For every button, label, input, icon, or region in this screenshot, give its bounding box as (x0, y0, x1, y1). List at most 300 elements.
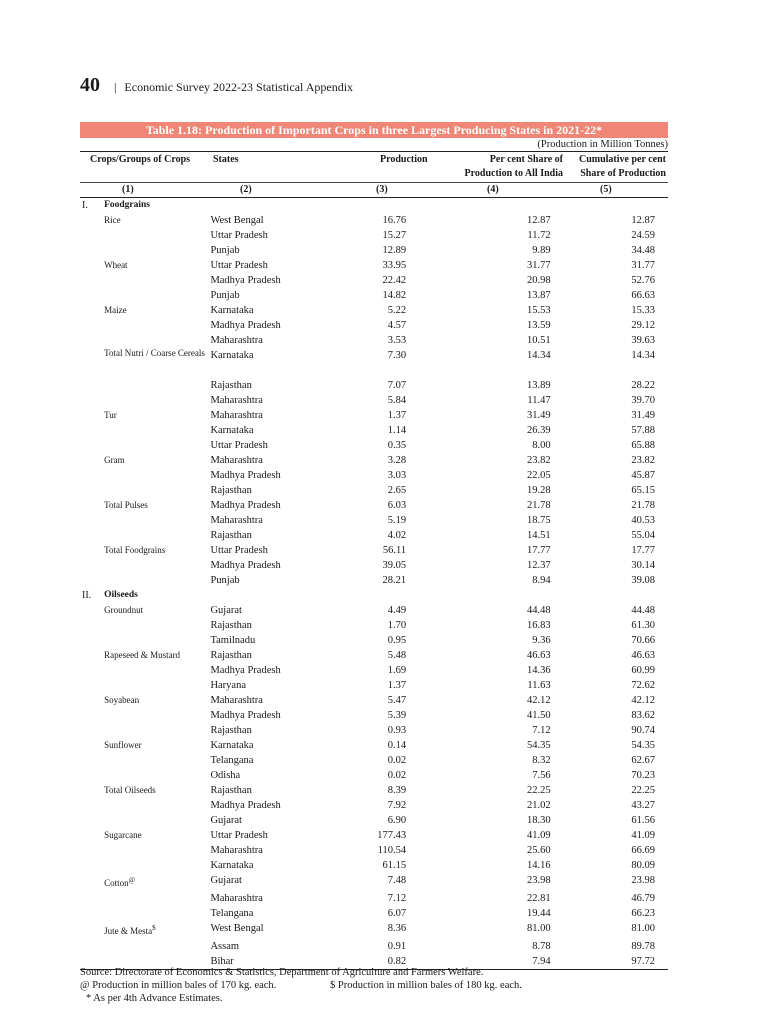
production-value-text: 56.11 (382, 545, 407, 556)
cumulative-share-value-text: 29.12 (631, 320, 655, 331)
table-row (80, 843, 668, 858)
production-value (306, 573, 418, 588)
state-name (210, 813, 305, 828)
cumulative-share-value-text: 22.25 (631, 785, 655, 796)
production-value-text: 1.37 (387, 680, 407, 691)
state-name-text: Karnataka (210, 860, 254, 871)
crop-name-text: Tur (104, 410, 117, 420)
production-value (306, 453, 418, 468)
cumulative-share-value-text: 46.79 (631, 893, 655, 904)
state-name-text: Madhya Pradesh (210, 320, 281, 331)
crop-name (104, 891, 210, 906)
table-row (80, 783, 668, 798)
state-name-text: Uttar Pradesh (210, 440, 268, 451)
share-value-text: 22.05 (527, 470, 551, 481)
table-row (80, 348, 668, 378)
production-value (306, 318, 418, 333)
cumulative-share-value-text: 43.27 (631, 800, 655, 811)
production-value-text: 0.02 (387, 770, 407, 781)
table-row (80, 333, 668, 348)
crop-name (104, 921, 210, 939)
footnote-marker: @ (128, 876, 136, 884)
share-value-text: 31.77 (527, 260, 551, 271)
roman-numeral (80, 843, 104, 858)
share-value-text: 7.12 (532, 725, 551, 736)
production-value (306, 528, 418, 543)
crop-name (104, 453, 210, 468)
share-value-text: 81.00 (527, 923, 551, 934)
production-value (306, 348, 418, 378)
cumulative-share-value-text: 34.48 (631, 245, 655, 256)
share-value (418, 753, 575, 768)
share-value (418, 798, 575, 813)
share-value (418, 723, 575, 738)
production-value-text: 61.15 (382, 860, 407, 871)
cumulative-share-value (575, 693, 668, 708)
roman-numeral (80, 558, 104, 573)
production-value (306, 423, 418, 438)
source-note: Source: Directorate of Economics & Statistics, Department of Agriculture and Farmers Welfare. (80, 967, 484, 978)
cumulative-share-value (575, 333, 668, 348)
production-value-text: 0.82 (387, 956, 407, 967)
state-name-text: Punjab (210, 290, 240, 301)
table-row (80, 678, 668, 693)
state-name (210, 873, 305, 891)
share-value (418, 588, 575, 603)
production-value-text: 7.12 (387, 893, 407, 904)
cumulative-share-value-text: 14.34 (631, 350, 655, 361)
cumulative-share-value (575, 906, 668, 921)
roman-numeral (80, 468, 104, 483)
state-name-text: Madhya Pradesh (210, 275, 281, 286)
state-name (210, 318, 305, 333)
state-name (210, 498, 305, 513)
cumulative-share-value-text: 42.12 (631, 695, 655, 706)
production-value-text: 12.89 (382, 245, 407, 256)
crop-name (104, 783, 210, 798)
share-value-text: 46.63 (527, 650, 551, 661)
state-name (210, 633, 305, 648)
roman-numeral (80, 678, 104, 693)
production-value (306, 603, 418, 618)
roman-numeral (80, 921, 104, 939)
crop-name (104, 318, 210, 333)
state-name-text: Gujarat (210, 815, 242, 826)
production-value (306, 213, 418, 228)
table-title: Table 1.18: Production of Important Crops in three Largest Producing States in 2021-22* (80, 122, 668, 138)
production-value-text: 0.95 (387, 635, 407, 646)
table-group-row (80, 198, 668, 213)
cumulative-share-value (575, 558, 668, 573)
table-row (80, 738, 668, 753)
production-value (306, 648, 418, 663)
crop-name-text: Jute & Mesta (104, 926, 153, 936)
crop-name (104, 813, 210, 828)
production-value (306, 393, 418, 408)
production-value (306, 753, 418, 768)
production-value-text: 3.28 (387, 455, 407, 466)
cumulative-share-value-text: 66.23 (631, 908, 655, 919)
cumulative-share-value-text: 66.63 (631, 290, 655, 301)
production-value (306, 243, 418, 258)
page-header (80, 74, 353, 97)
crop-name (104, 708, 210, 723)
column-number-5: (5) (600, 184, 612, 195)
state-name-text: Karnataka (210, 740, 254, 751)
header-share-line2: Production to All India (464, 168, 563, 179)
roman-numeral (80, 498, 104, 513)
roman-numeral (80, 858, 104, 873)
share-value (418, 213, 575, 228)
cumulative-share-value-text: 21.78 (631, 500, 655, 511)
state-name (210, 573, 305, 588)
share-value (418, 768, 575, 783)
state-name (210, 768, 305, 783)
state-name-text: Rajasthan (210, 650, 252, 661)
cumulative-share-value (575, 228, 668, 243)
table-row (80, 213, 668, 228)
crop-name (104, 348, 210, 378)
production-value-text: 5.48 (387, 650, 407, 661)
share-value (418, 648, 575, 663)
share-value (418, 483, 575, 498)
state-name (210, 858, 305, 873)
share-value (418, 468, 575, 483)
cumulative-share-value (575, 723, 668, 738)
share-value (418, 333, 575, 348)
share-value (418, 678, 575, 693)
production-value (306, 438, 418, 453)
state-name-text: Haryana (210, 680, 246, 691)
crop-name (104, 303, 210, 318)
state-name (210, 408, 305, 423)
share-value (418, 633, 575, 648)
state-name (210, 468, 305, 483)
crop-name (104, 798, 210, 813)
roman-numeral (80, 768, 104, 783)
state-name (210, 198, 305, 213)
roman-numeral (80, 693, 104, 708)
crop-production-table (80, 122, 668, 970)
column-number-3: (3) (376, 184, 388, 195)
crop-name-text: Total Foodgrains (104, 545, 166, 555)
crop-name (104, 408, 210, 423)
cumulative-share-value-text: 41.09 (631, 830, 655, 841)
share-value (418, 303, 575, 318)
roman-numeral (80, 723, 104, 738)
share-value-text: 14.36 (527, 665, 551, 676)
crop-name-text: Cotton (104, 878, 129, 888)
share-value-text: 13.87 (527, 290, 551, 301)
share-value-text: 11.72 (527, 230, 551, 241)
table-row (80, 558, 668, 573)
production-value-text: 3.53 (387, 335, 407, 346)
cumulative-share-value (575, 783, 668, 798)
table-footnotes (80, 966, 680, 1005)
table-row (80, 708, 668, 723)
column-headers (80, 151, 668, 182)
share-value-text: 8.00 (532, 440, 551, 451)
crop-name (104, 633, 210, 648)
production-value-text: 5.22 (387, 305, 407, 316)
cumulative-share-value-text: 44.48 (631, 605, 655, 616)
table-row (80, 273, 668, 288)
share-value-text: 7.94 (532, 956, 551, 967)
cumulative-share-value-text: 97.72 (631, 956, 655, 967)
share-value (418, 273, 575, 288)
state-name (210, 798, 305, 813)
roman-numeral (80, 318, 104, 333)
crop-name (104, 333, 210, 348)
cumulative-share-value (575, 318, 668, 333)
crop-name (104, 228, 210, 243)
roman-numeral (80, 213, 104, 228)
production-value-text: 177.43 (377, 830, 407, 841)
crop-name (104, 513, 210, 528)
production-value (306, 723, 418, 738)
share-value (418, 438, 575, 453)
cumulative-share-value-text: 30.14 (631, 560, 655, 571)
publication-title: Economic Survey 2022-23 Statistical Appendix (124, 80, 354, 94)
roman-numeral (80, 453, 104, 468)
crop-name (104, 498, 210, 513)
share-value (418, 858, 575, 873)
state-name-text: Maharashtra (210, 335, 263, 346)
roman-numeral (80, 813, 104, 828)
state-name-text: Maharashtra (210, 893, 263, 904)
crop-name (104, 528, 210, 543)
state-name-text: Rajasthan (210, 530, 252, 541)
state-name-text: West Bengal (210, 923, 264, 934)
cumulative-share-value (575, 858, 668, 873)
share-value-text: 26.39 (527, 425, 551, 436)
cumulative-share-value (575, 408, 668, 423)
share-value (418, 618, 575, 633)
jute-unit-note: $ Production in million bales of 180 kg. each. (330, 980, 522, 991)
state-name (210, 333, 305, 348)
table-row (80, 603, 668, 618)
share-value (418, 663, 575, 678)
cumulative-share-value-text: 65.88 (631, 440, 655, 451)
cumulative-share-value-text: 17.77 (631, 545, 655, 556)
state-name (210, 921, 305, 939)
cumulative-share-value-text: 57.88 (631, 425, 655, 436)
table-row (80, 438, 668, 453)
production-value (306, 513, 418, 528)
table-row (80, 288, 668, 303)
share-value-text: 11.47 (527, 395, 551, 406)
cumulative-share-value (575, 708, 668, 723)
state-name (210, 453, 305, 468)
state-name (210, 708, 305, 723)
cumulative-share-value-text: 39.70 (631, 395, 655, 406)
cumulative-share-value (575, 498, 668, 513)
production-value-text: 2.65 (387, 485, 407, 496)
share-value (418, 603, 575, 618)
production-value (306, 618, 418, 633)
table-row (80, 618, 668, 633)
cumulative-share-value-text: 61.56 (631, 815, 655, 826)
production-value (306, 873, 418, 891)
crop-name (104, 558, 210, 573)
header-crop: Crops/Groups of Crops (90, 154, 191, 165)
crop-name (104, 873, 210, 891)
production-value-text: 8.36 (387, 923, 407, 934)
cumulative-share-value-text: 83.62 (631, 710, 655, 721)
cumulative-share-value (575, 243, 668, 258)
share-value-text: 22.25 (527, 785, 551, 796)
cumulative-share-value (575, 273, 668, 288)
share-value-text: 18.30 (527, 815, 551, 826)
table-row (80, 939, 668, 954)
state-name (210, 603, 305, 618)
state-name-text: Odisha (210, 770, 241, 781)
table-row (80, 828, 668, 843)
cumulative-share-value (575, 603, 668, 618)
cumulative-share-value-text: 31.77 (631, 260, 655, 271)
roman-numeral (80, 618, 104, 633)
cumulative-share-value (575, 303, 668, 318)
state-name (210, 483, 305, 498)
production-value (306, 468, 418, 483)
data-table (80, 198, 668, 970)
cumulative-share-value (575, 843, 668, 858)
crop-name (104, 288, 210, 303)
column-numbers (80, 182, 668, 198)
table-row (80, 423, 668, 438)
share-value (418, 543, 575, 558)
cumulative-share-value (575, 891, 668, 906)
cumulative-share-value-text: 90.74 (631, 725, 655, 736)
table-row (80, 498, 668, 513)
state-name-text: Assam (210, 941, 240, 952)
crop-name-text: Groundnut (104, 605, 144, 615)
share-value-text: 54.35 (527, 740, 551, 751)
state-name (210, 906, 305, 921)
crop-name (104, 738, 210, 753)
table-row (80, 693, 668, 708)
state-name-text: Rajasthan (210, 485, 252, 496)
crop-name (104, 723, 210, 738)
state-name-text: Maharashtra (210, 845, 263, 856)
state-name-text: Madhya Pradesh (210, 500, 281, 511)
cumulative-share-value (575, 768, 668, 783)
crop-name-text: Gram (104, 455, 125, 465)
state-name-text: Maharashtra (210, 515, 263, 526)
crop-name-text: Foodgrains (104, 200, 151, 210)
state-name (210, 423, 305, 438)
state-name (210, 891, 305, 906)
cumulative-share-value (575, 939, 668, 954)
crop-name (104, 243, 210, 258)
cumulative-share-value (575, 663, 668, 678)
production-value-text: 6.03 (387, 500, 407, 511)
share-value-text: 23.82 (527, 455, 551, 466)
state-name-text: Uttar Pradesh (210, 830, 268, 841)
cumulative-share-value-text: 62.67 (631, 755, 655, 766)
state-name (210, 243, 305, 258)
cumulative-share-value-text: 15.33 (631, 305, 655, 316)
production-value (306, 843, 418, 858)
share-value-text: 41.50 (527, 710, 551, 721)
share-value-text: 20.98 (527, 275, 551, 286)
table-row (80, 813, 668, 828)
cumulative-share-value-text: 89.78 (631, 941, 655, 952)
roman-numeral (80, 528, 104, 543)
state-name-text: Punjab (210, 245, 240, 256)
roman-numeral (80, 273, 104, 288)
share-value-text: 10.51 (527, 335, 551, 346)
roman-numeral-text: I. (82, 200, 88, 211)
share-value-text: 15.53 (527, 305, 551, 316)
production-value-text: 4.02 (387, 530, 407, 541)
crop-name (104, 273, 210, 288)
state-name-text: Gujarat (210, 875, 242, 886)
table-group-row (80, 588, 668, 603)
crop-name (104, 573, 210, 588)
roman-numeral (80, 573, 104, 588)
production-value-text: 3.03 (387, 470, 407, 481)
roman-numeral (80, 939, 104, 954)
state-name-text: Tamilnadu (210, 635, 256, 646)
crop-name (104, 258, 210, 273)
share-value (418, 939, 575, 954)
roman-numeral (80, 303, 104, 318)
share-value (418, 378, 575, 393)
roman-numeral-text: II. (82, 590, 92, 601)
share-value-text: 8.32 (532, 755, 551, 766)
table-row (80, 393, 668, 408)
roman-numeral (80, 243, 104, 258)
production-value-text: 1.70 (387, 620, 407, 631)
production-value (306, 288, 418, 303)
cumulative-share-value (575, 423, 668, 438)
production-value-text: 7.07 (387, 380, 407, 391)
share-value-text: 12.87 (527, 215, 551, 226)
share-value (418, 423, 575, 438)
production-value-text: 5.47 (387, 695, 407, 706)
production-value-text: 39.05 (382, 560, 407, 571)
roman-numeral (80, 753, 104, 768)
table-body (80, 198, 668, 970)
cumulative-share-value (575, 483, 668, 498)
share-value (418, 318, 575, 333)
cumulative-share-value (575, 378, 668, 393)
state-name-text: Rajasthan (210, 620, 252, 631)
table-row (80, 258, 668, 273)
state-name-text: Madhya Pradesh (210, 710, 281, 721)
roman-numeral (80, 513, 104, 528)
cumulative-share-value-text: 46.63 (631, 650, 655, 661)
cumulative-share-value (575, 543, 668, 558)
share-value (418, 873, 575, 891)
crop-name-text: Total Pulses (104, 500, 148, 510)
roman-numeral (80, 648, 104, 663)
state-name (210, 513, 305, 528)
table-row (80, 228, 668, 243)
crop-name (104, 906, 210, 921)
production-value (306, 921, 418, 939)
production-value (306, 273, 418, 288)
roman-numeral (80, 633, 104, 648)
crop-name-text: Maize (104, 305, 127, 315)
crop-name (104, 843, 210, 858)
cumulative-share-value-text: 72.62 (631, 680, 655, 691)
production-value-text: 1.37 (387, 410, 407, 421)
table-row (80, 891, 668, 906)
cumulative-share-value-text: 80.09 (631, 860, 655, 871)
roman-numeral (80, 873, 104, 891)
